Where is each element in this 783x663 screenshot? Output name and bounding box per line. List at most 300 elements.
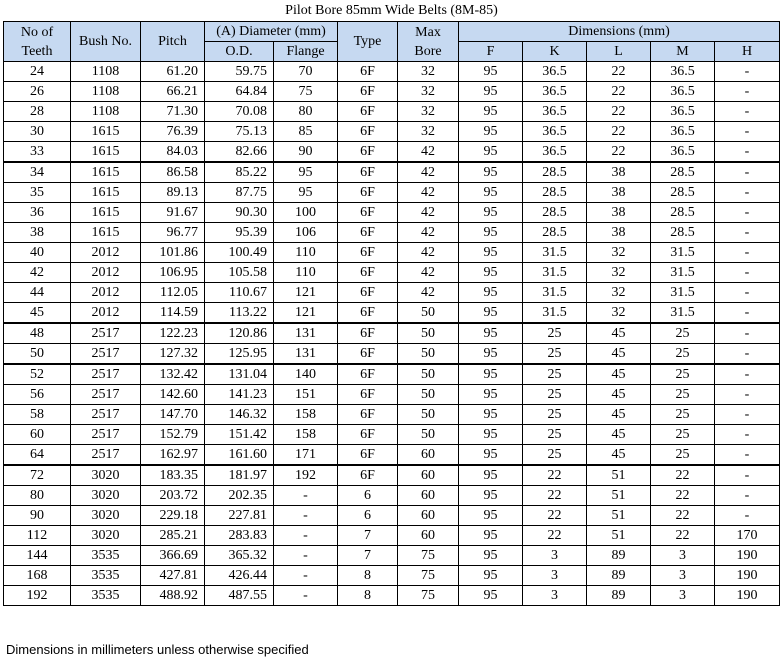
cell-h: - (715, 183, 780, 203)
cell-pitch: 122.23 (141, 323, 205, 344)
cell-teeth: 30 (4, 122, 71, 142)
cell-flange: 158 (274, 405, 338, 425)
cell-l: 32 (587, 243, 651, 263)
cell-h: - (715, 162, 780, 183)
cell-bush: 1108 (71, 82, 141, 102)
cell-h: - (715, 445, 780, 466)
cell-max-bore: 42 (398, 243, 459, 263)
cell-pitch: 96.77 (141, 223, 205, 243)
cell-flange: 80 (274, 102, 338, 122)
table-row (4, 323, 780, 344)
cell-f: 95 (459, 223, 523, 243)
cell-l: 38 (587, 162, 651, 183)
header-m: M (651, 42, 715, 62)
cell-max-bore: 75 (398, 586, 459, 606)
cell-l: 45 (587, 405, 651, 425)
header-l: L (587, 42, 651, 62)
cell-max-bore: 75 (398, 566, 459, 586)
cell-type: 6F (338, 385, 398, 405)
cell-f: 95 (459, 162, 523, 183)
cell-h: - (715, 243, 780, 263)
cell-k: 28.5 (523, 223, 587, 243)
cell-pitch: 366.69 (141, 546, 205, 566)
cell-max-bore: 75 (398, 546, 459, 566)
cell-bush: 3020 (71, 526, 141, 546)
cell-pitch: 127.32 (141, 344, 205, 365)
cell-m: 22 (651, 506, 715, 526)
cell-max-bore: 50 (398, 303, 459, 324)
cell-m: 22 (651, 526, 715, 546)
cell-type: 6F (338, 263, 398, 283)
table-row (4, 62, 780, 82)
table-row (4, 283, 780, 303)
cell-teeth: 44 (4, 283, 71, 303)
cell-teeth: 168 (4, 566, 71, 586)
cell-m: 36.5 (651, 142, 715, 163)
cell-bush: 3020 (71, 486, 141, 506)
cell-type: 6F (338, 223, 398, 243)
cell-f: 95 (459, 303, 523, 324)
cell-type: 6F (338, 183, 398, 203)
cell-l: 51 (587, 465, 651, 486)
cell-m: 25 (651, 323, 715, 344)
cell-type: 6 (338, 486, 398, 506)
cell-type: 6F (338, 162, 398, 183)
cell-f: 95 (459, 364, 523, 385)
cell-pitch: 101.86 (141, 243, 205, 263)
header-max-bore (398, 22, 459, 62)
cell-od: 120.86 (205, 323, 274, 344)
cell-max-bore: 60 (398, 486, 459, 506)
cell-f: 95 (459, 486, 523, 506)
cell-max-bore: 50 (398, 323, 459, 344)
cell-f: 95 (459, 142, 523, 163)
cell-bush: 3020 (71, 465, 141, 486)
cell-m: 25 (651, 425, 715, 445)
cell-flange: 95 (274, 162, 338, 183)
cell-bush: 2517 (71, 445, 141, 466)
cell-m: 28.5 (651, 203, 715, 223)
cell-teeth: 24 (4, 62, 71, 82)
cell-f: 95 (459, 62, 523, 82)
header-bore-line2: Bore (414, 43, 442, 59)
cell-l: 51 (587, 506, 651, 526)
cell-h: - (715, 102, 780, 122)
cell-f: 95 (459, 203, 523, 223)
cell-l: 45 (587, 344, 651, 365)
cell-k: 25 (523, 445, 587, 466)
cell-od: 202.35 (205, 486, 274, 506)
cell-teeth: 36 (4, 203, 71, 223)
cell-od: 125.95 (205, 344, 274, 365)
cell-f: 95 (459, 82, 523, 102)
cell-od: 113.22 (205, 303, 274, 324)
table-row (4, 546, 780, 566)
cell-h: - (715, 465, 780, 486)
cell-f: 95 (459, 183, 523, 203)
cell-flange: 110 (274, 263, 338, 283)
cell-teeth: 38 (4, 223, 71, 243)
table-row (4, 243, 780, 263)
table-row (4, 303, 780, 324)
cell-type: 6F (338, 405, 398, 425)
cell-max-bore: 60 (398, 506, 459, 526)
cell-f: 95 (459, 506, 523, 526)
cell-bush: 3535 (71, 566, 141, 586)
cell-m: 28.5 (651, 223, 715, 243)
cell-f: 95 (459, 465, 523, 486)
cell-pitch: 229.18 (141, 506, 205, 526)
cell-teeth: 26 (4, 82, 71, 102)
cell-teeth: 192 (4, 586, 71, 606)
cell-flange: 95 (274, 183, 338, 203)
cell-od: 75.13 (205, 122, 274, 142)
cell-type: 6 (338, 506, 398, 526)
cell-h: - (715, 344, 780, 365)
cell-k: 3 (523, 586, 587, 606)
cell-type: 8 (338, 586, 398, 606)
cell-f: 95 (459, 344, 523, 365)
cell-type: 6F (338, 122, 398, 142)
table-row (4, 364, 780, 385)
cell-l: 22 (587, 62, 651, 82)
cell-f: 95 (459, 405, 523, 425)
cell-max-bore: 42 (398, 183, 459, 203)
cell-bush: 3020 (71, 506, 141, 526)
cell-type: 6F (338, 243, 398, 263)
table-row (4, 506, 780, 526)
pulley-spec-table (3, 21, 780, 606)
cell-k: 36.5 (523, 82, 587, 102)
cell-type: 6F (338, 62, 398, 82)
header-diameter: (A) Diameter (mm) (205, 22, 338, 42)
cell-bush: 2012 (71, 283, 141, 303)
table-row (4, 405, 780, 425)
cell-od: 95.39 (205, 223, 274, 243)
cell-teeth: 90 (4, 506, 71, 526)
cell-bush: 1615 (71, 203, 141, 223)
cell-teeth: 80 (4, 486, 71, 506)
cell-flange: 131 (274, 344, 338, 365)
cell-teeth: 58 (4, 405, 71, 425)
cell-pitch: 285.21 (141, 526, 205, 546)
header-h: H (715, 42, 780, 62)
cell-max-bore: 42 (398, 263, 459, 283)
cell-type: 6F (338, 425, 398, 445)
cell-m: 3 (651, 566, 715, 586)
cell-teeth: 56 (4, 385, 71, 405)
cell-flange: - (274, 586, 338, 606)
cell-max-bore: 60 (398, 526, 459, 546)
cell-l: 22 (587, 142, 651, 163)
cell-teeth: 48 (4, 323, 71, 344)
cell-h: - (715, 283, 780, 303)
cell-max-bore: 32 (398, 62, 459, 82)
cell-f: 95 (459, 323, 523, 344)
cell-f: 95 (459, 122, 523, 142)
cell-pitch: 91.67 (141, 203, 205, 223)
table-row (4, 385, 780, 405)
cell-max-bore: 50 (398, 364, 459, 385)
cell-m: 28.5 (651, 183, 715, 203)
cell-teeth: 45 (4, 303, 71, 324)
cell-m: 31.5 (651, 303, 715, 324)
cell-bush: 1108 (71, 102, 141, 122)
cell-l: 45 (587, 445, 651, 466)
cell-bush: 2517 (71, 364, 141, 385)
cell-f: 95 (459, 526, 523, 546)
cell-pitch: 84.03 (141, 142, 205, 163)
table-row (4, 102, 780, 122)
cell-f: 95 (459, 263, 523, 283)
cell-k: 22 (523, 465, 587, 486)
cell-l: 38 (587, 203, 651, 223)
cell-od: 100.49 (205, 243, 274, 263)
cell-f: 95 (459, 546, 523, 566)
cell-bush: 2517 (71, 323, 141, 344)
cell-max-bore: 50 (398, 405, 459, 425)
cell-flange: 171 (274, 445, 338, 466)
cell-l: 22 (587, 82, 651, 102)
cell-pitch: 132.42 (141, 364, 205, 385)
cell-type: 6F (338, 303, 398, 324)
cell-h: - (715, 425, 780, 445)
cell-max-bore: 42 (398, 162, 459, 183)
cell-teeth: 42 (4, 263, 71, 283)
cell-teeth: 64 (4, 445, 71, 466)
cell-flange: 121 (274, 283, 338, 303)
cell-m: 25 (651, 445, 715, 466)
cell-l: 32 (587, 263, 651, 283)
cell-l: 45 (587, 385, 651, 405)
cell-flange: 140 (274, 364, 338, 385)
cell-type: 7 (338, 526, 398, 546)
header-teeth-line1: No of (20, 24, 54, 40)
cell-h: - (715, 62, 780, 82)
cell-f: 95 (459, 243, 523, 263)
table-row (4, 526, 780, 546)
table-row (4, 223, 780, 243)
cell-h: - (715, 486, 780, 506)
header-dimensions: Dimensions (mm) (459, 22, 780, 42)
cell-h: - (715, 203, 780, 223)
cell-f: 95 (459, 385, 523, 405)
cell-bush: 1615 (71, 162, 141, 183)
cell-flange: - (274, 546, 338, 566)
cell-bush: 2012 (71, 243, 141, 263)
cell-max-bore: 32 (398, 102, 459, 122)
cell-bush: 3535 (71, 546, 141, 566)
cell-teeth: 144 (4, 546, 71, 566)
cell-m: 31.5 (651, 283, 715, 303)
cell-h: 190 (715, 546, 780, 566)
cell-type: 6F (338, 465, 398, 486)
table-row (4, 142, 780, 163)
cell-h: - (715, 142, 780, 163)
table-body (4, 62, 780, 606)
cell-h: - (715, 82, 780, 102)
cell-l: 89 (587, 566, 651, 586)
cell-l: 45 (587, 425, 651, 445)
cell-flange: 110 (274, 243, 338, 263)
cell-h: - (715, 323, 780, 344)
cell-k: 36.5 (523, 62, 587, 82)
cell-k: 22 (523, 506, 587, 526)
cell-m: 36.5 (651, 102, 715, 122)
cell-h: - (715, 223, 780, 243)
cell-k: 22 (523, 526, 587, 546)
cell-flange: 100 (274, 203, 338, 223)
cell-bush: 2517 (71, 405, 141, 425)
footer-note: Dimensions in millimeters unless otherwise specified (6, 642, 309, 657)
cell-od: 110.67 (205, 283, 274, 303)
cell-flange: - (274, 506, 338, 526)
cell-bush: 1615 (71, 223, 141, 243)
cell-od: 82.66 (205, 142, 274, 163)
cell-od: 146.32 (205, 405, 274, 425)
table-row (4, 566, 780, 586)
cell-bush: 2012 (71, 263, 141, 283)
cell-bush: 1108 (71, 62, 141, 82)
cell-l: 38 (587, 223, 651, 243)
cell-od: 181.97 (205, 465, 274, 486)
cell-m: 25 (651, 405, 715, 425)
cell-pitch: 488.92 (141, 586, 205, 606)
cell-flange: 75 (274, 82, 338, 102)
cell-bush: 3535 (71, 586, 141, 606)
cell-l: 32 (587, 303, 651, 324)
cell-l: 89 (587, 546, 651, 566)
cell-max-bore: 60 (398, 465, 459, 486)
cell-flange: - (274, 486, 338, 506)
cell-od: 64.84 (205, 82, 274, 102)
cell-m: 36.5 (651, 122, 715, 142)
cell-m: 36.5 (651, 62, 715, 82)
cell-pitch: 142.60 (141, 385, 205, 405)
cell-teeth: 112 (4, 526, 71, 546)
cell-od: 487.55 (205, 586, 274, 606)
cell-k: 25 (523, 323, 587, 344)
cell-l: 38 (587, 183, 651, 203)
cell-m: 3 (651, 586, 715, 606)
cell-m: 31.5 (651, 263, 715, 283)
table-row (4, 445, 780, 466)
header-flange: Flange (274, 42, 338, 62)
table-row (4, 162, 780, 183)
cell-pitch: 89.13 (141, 183, 205, 203)
cell-flange: - (274, 566, 338, 586)
cell-teeth: 28 (4, 102, 71, 122)
cell-max-bore: 50 (398, 385, 459, 405)
cell-bush: 2517 (71, 344, 141, 365)
cell-k: 3 (523, 546, 587, 566)
cell-h: - (715, 385, 780, 405)
cell-od: 151.42 (205, 425, 274, 445)
cell-pitch: 152.79 (141, 425, 205, 445)
table-row (4, 344, 780, 365)
cell-od: 131.04 (205, 364, 274, 385)
table-row (4, 263, 780, 283)
cell-type: 6F (338, 102, 398, 122)
cell-max-bore: 32 (398, 82, 459, 102)
cell-h: - (715, 263, 780, 283)
cell-k: 25 (523, 405, 587, 425)
header-bore-line1: Max (415, 24, 441, 40)
cell-flange: - (274, 526, 338, 546)
header-pitch: Pitch (141, 22, 205, 62)
cell-max-bore: 42 (398, 203, 459, 223)
cell-teeth: 60 (4, 425, 71, 445)
cell-max-bore: 42 (398, 283, 459, 303)
cell-pitch: 71.30 (141, 102, 205, 122)
cell-pitch: 114.59 (141, 303, 205, 324)
cell-k: 36.5 (523, 122, 587, 142)
cell-h: - (715, 364, 780, 385)
cell-flange: 151 (274, 385, 338, 405)
cell-pitch: 183.35 (141, 465, 205, 486)
cell-m: 36.5 (651, 82, 715, 102)
cell-f: 95 (459, 566, 523, 586)
cell-od: 365.32 (205, 546, 274, 566)
cell-bush: 1615 (71, 142, 141, 163)
cell-m: 25 (651, 385, 715, 405)
cell-k: 25 (523, 425, 587, 445)
cell-f: 95 (459, 283, 523, 303)
cell-flange: 70 (274, 62, 338, 82)
cell-od: 227.81 (205, 506, 274, 526)
cell-max-bore: 42 (398, 142, 459, 163)
cell-k: 25 (523, 364, 587, 385)
cell-teeth: 34 (4, 162, 71, 183)
header-f: F (459, 42, 523, 62)
header-type: Type (338, 22, 398, 62)
cell-f: 95 (459, 102, 523, 122)
cell-teeth: 50 (4, 344, 71, 365)
cell-m: 3 (651, 546, 715, 566)
cell-l: 45 (587, 323, 651, 344)
cell-k: 31.5 (523, 303, 587, 324)
table-row (4, 465, 780, 486)
cell-flange: 158 (274, 425, 338, 445)
cell-type: 6F (338, 445, 398, 466)
table-row (4, 586, 780, 606)
cell-k: 36.5 (523, 142, 587, 163)
cell-pitch: 162.97 (141, 445, 205, 466)
cell-flange: 106 (274, 223, 338, 243)
cell-m: 25 (651, 344, 715, 365)
cell-h: - (715, 303, 780, 324)
table-row (4, 122, 780, 142)
cell-pitch: 147.70 (141, 405, 205, 425)
cell-m: 31.5 (651, 243, 715, 263)
header-od: O.D. (205, 42, 274, 62)
cell-h: 170 (715, 526, 780, 546)
cell-k: 31.5 (523, 243, 587, 263)
cell-f: 95 (459, 425, 523, 445)
cell-pitch: 112.05 (141, 283, 205, 303)
cell-h: - (715, 405, 780, 425)
cell-pitch: 61.20 (141, 62, 205, 82)
cell-teeth: 40 (4, 243, 71, 263)
cell-od: 59.75 (205, 62, 274, 82)
table-row (4, 425, 780, 445)
cell-pitch: 203.72 (141, 486, 205, 506)
cell-od: 161.60 (205, 445, 274, 466)
cell-max-bore: 60 (398, 445, 459, 466)
cell-bush: 2517 (71, 385, 141, 405)
cell-bush: 1615 (71, 183, 141, 203)
cell-od: 90.30 (205, 203, 274, 223)
